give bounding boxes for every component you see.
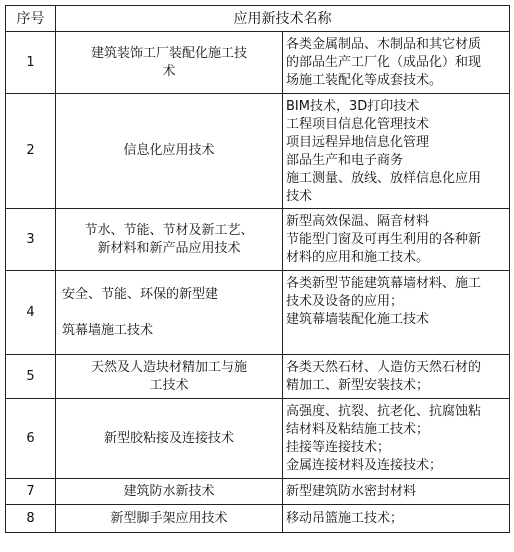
technology-name-line: 术 <box>162 63 176 79</box>
technology-name-line: 新材料和新产品应用技术 <box>97 240 241 256</box>
description-line: 材料的应用和施工技术。 <box>286 250 430 265</box>
description-line: 各类新型节能建筑幕墙材料、施工 <box>286 276 482 291</box>
table-header-row <box>6 6 510 32</box>
technology-description-cell <box>283 94 510 209</box>
header-technology-name: 应用新技术名称 <box>56 6 510 32</box>
table-row <box>6 94 510 209</box>
technology-name-cell <box>56 94 283 209</box>
description-line: 建筑幕墙装配化施工技术 <box>286 312 430 327</box>
table-row <box>6 32 510 94</box>
technology-name-line: 节水、节能、节材及新工艺、 <box>84 222 254 238</box>
technology-name-cell <box>56 32 283 94</box>
description-line: 结材料及粘结施工技术； <box>286 422 430 437</box>
description-line: 项目远程异地信息化管理 <box>286 135 430 150</box>
technology-name-line: 信息化应用技术 <box>123 143 215 158</box>
description-line: 施工测量、放线、放样信息化应用 <box>286 171 482 186</box>
technology-name-line: 建筑防水新技术 <box>123 483 215 499</box>
technology-description-cell <box>283 399 510 479</box>
description-line: 各类金属制品、木制品和其它材质 <box>286 37 482 52</box>
description-line: BIM技术，3D打印技术 <box>286 99 420 114</box>
technology-name-cell <box>56 399 283 479</box>
serial-number-cell: 6 <box>6 399 56 479</box>
technology-name-line: 筑幕墙施工技术 <box>62 322 154 338</box>
description-line: 移动吊篮施工技术； <box>286 510 404 526</box>
table-row <box>6 209 510 271</box>
serial-number-cell: 5 <box>6 355 56 399</box>
table-row <box>6 399 510 479</box>
technology-description-cell <box>283 32 510 94</box>
description-line: 场施工装配化等成套技术。 <box>286 73 443 88</box>
description-line: 节能型门窗及可再生利用的各种新 <box>286 232 482 247</box>
header-serial-number: 序号 <box>6 6 56 32</box>
description-line: 精加工、新型安装技术； <box>286 378 430 393</box>
technology-description-cell <box>283 505 510 533</box>
description-line: 技术 <box>286 189 313 204</box>
technology-name-cell <box>56 479 283 505</box>
technology-name-line: 天然及人造块材精加工与施 <box>90 359 247 375</box>
technology-name-line: 建筑装饰工厂装配化施工技 <box>90 45 247 61</box>
serial-number-cell: 4 <box>6 271 56 355</box>
serial-number-cell: 2 <box>6 94 56 209</box>
description-line: 新型高效保温、隔音材料 <box>286 214 430 229</box>
serial-number-cell: 7 <box>6 479 56 505</box>
description-line: 挂接等连接技术； <box>286 440 391 455</box>
technology-name-line: 新型脚手架应用技术 <box>110 510 228 526</box>
line-spacer <box>56 304 282 322</box>
serial-number-cell: 8 <box>6 505 56 533</box>
description-line: 金属连接材料及连接技术； <box>286 458 443 473</box>
technology-name-cell <box>56 505 283 533</box>
description-line: 工程项目信息化管理技术 <box>286 117 430 132</box>
technology-name-cell <box>56 355 283 399</box>
description-line: 新型建筑防水密封材料 <box>286 483 417 499</box>
serial-number-cell: 1 <box>6 32 56 94</box>
technology-name-line: 新型胶粘接及连接技术 <box>103 430 234 446</box>
technology-name-line: 工技术 <box>149 377 189 393</box>
technology-description-cell <box>283 271 510 355</box>
technology-description-cell <box>283 209 510 271</box>
serial-number-cell: 3 <box>6 209 56 271</box>
table-row <box>6 505 510 533</box>
description-line: 高强度、抗裂、抗老化、抗腐蚀粘 <box>286 404 482 419</box>
table-row <box>6 355 510 399</box>
description-line: 的部品生产工厂化（成品化）和现 <box>286 55 482 70</box>
description-line: 各类天然石材、人造仿天然石材的 <box>286 360 482 375</box>
technology-name-cell <box>56 271 283 355</box>
technology-description-cell <box>283 355 510 399</box>
table-row <box>6 479 510 505</box>
technology-name-cell <box>56 209 283 271</box>
technology-description-cell <box>283 479 510 505</box>
description-line: 部品生产和电子商务 <box>286 153 404 168</box>
technology-table <box>5 5 510 533</box>
technology-name-line: 安全、节能、环保的新型建 <box>62 286 219 302</box>
description-line: 技术及设备的应用； <box>286 294 404 309</box>
table-row <box>6 271 510 355</box>
